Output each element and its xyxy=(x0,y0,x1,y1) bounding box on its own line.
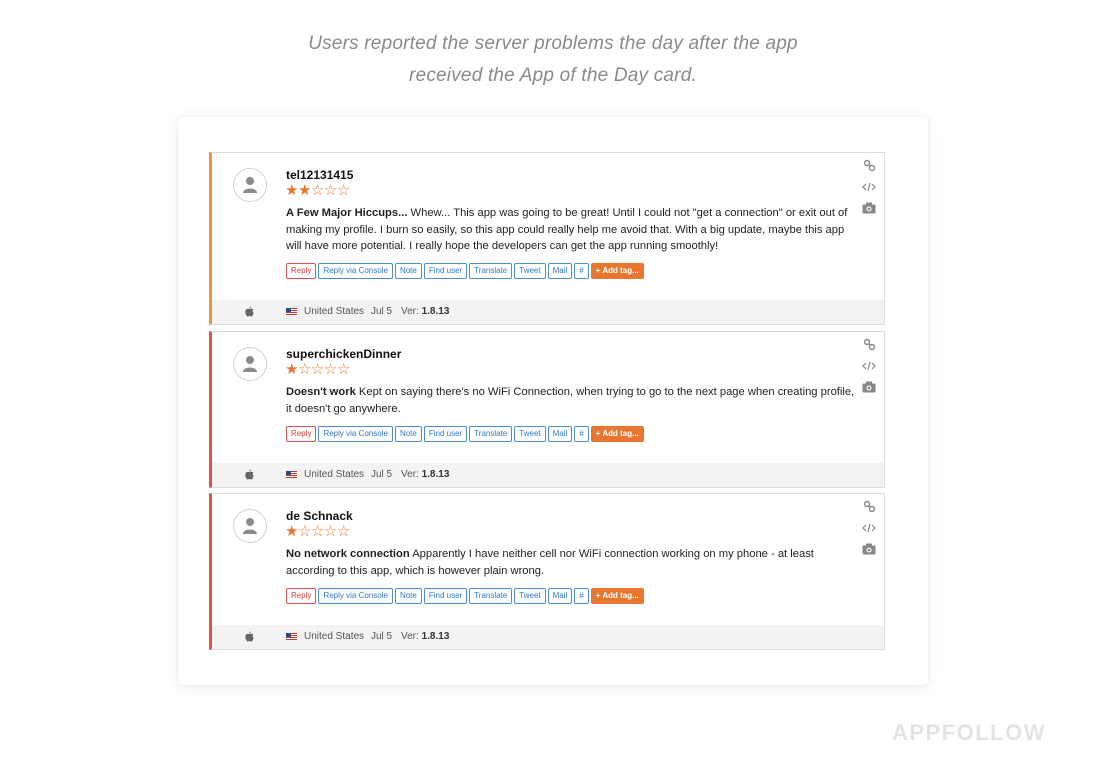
hash-button[interactable]: # xyxy=(574,426,588,442)
review-actions xyxy=(286,426,644,442)
tweet-button[interactable]: Tweet xyxy=(514,263,545,279)
review-body: Apparently I have neither cell nor WiFi connection working on my phone - at least according to this app, which is however plain wrong. xyxy=(286,548,814,577)
reviews-card xyxy=(178,117,928,685)
review-text xyxy=(286,384,856,417)
star-empty-icon: ☆ xyxy=(297,523,311,540)
reply-button[interactable]: Reply xyxy=(286,588,316,604)
review-author[interactable]: de Schnack xyxy=(286,509,353,523)
star-filled-icon: ★ xyxy=(285,523,298,540)
avatar xyxy=(233,509,267,543)
review-country: United States xyxy=(304,469,365,480)
hash-button[interactable]: # xyxy=(574,588,588,604)
star-rating xyxy=(285,362,350,378)
user-icon xyxy=(242,355,258,373)
star-empty-icon: ☆ xyxy=(323,523,337,540)
star-filled-icon: ★ xyxy=(285,182,298,199)
review-date: Jul 5 xyxy=(371,631,393,642)
review-title: A Few Major Hiccups... xyxy=(286,207,408,219)
hash-button[interactable]: # xyxy=(574,263,588,279)
avatar xyxy=(233,168,267,202)
review-item xyxy=(209,493,885,650)
user-icon xyxy=(242,517,258,535)
note-button[interactable]: Note xyxy=(395,588,422,604)
star-empty-icon: ☆ xyxy=(310,523,324,540)
review-title: No network connection xyxy=(286,548,410,560)
review-footer xyxy=(212,300,884,324)
embed-code-icon[interactable] xyxy=(860,359,878,380)
apple-icon xyxy=(245,306,254,320)
find-user-button[interactable]: Find user xyxy=(424,588,467,604)
us-flag-icon xyxy=(286,633,297,640)
embed-code-icon[interactable] xyxy=(860,521,878,542)
us-flag-icon xyxy=(286,308,297,315)
star-empty-icon: ☆ xyxy=(336,523,350,540)
star-empty-icon: ☆ xyxy=(336,361,350,378)
note-button[interactable]: Note xyxy=(395,263,422,279)
review-body: Kept on saying there's no WiFi Connection, when trying to go to the next page when creating profile, it doesn't go anywhere. xyxy=(286,386,855,415)
review-actions xyxy=(286,263,644,279)
reply-via-console-button[interactable]: Reply via Console xyxy=(318,426,392,442)
reply-via-console-button[interactable]: Reply via Console xyxy=(318,588,392,604)
reply-button[interactable]: Reply xyxy=(286,263,316,279)
review-text xyxy=(286,546,856,579)
review-actions xyxy=(286,588,644,604)
apple-icon xyxy=(245,631,254,645)
embed-code-icon[interactable] xyxy=(860,180,878,201)
apple-icon xyxy=(245,469,254,483)
review-date: Jul 5 xyxy=(371,306,393,317)
star-filled-icon: ★ xyxy=(285,361,298,378)
review-version: Ver: 1.8.13 xyxy=(401,469,450,480)
review-country: United States xyxy=(304,631,365,642)
link-icon[interactable] xyxy=(860,159,878,180)
reply-via-console-button[interactable]: Reply via Console xyxy=(318,263,392,279)
add-tag-button[interactable]: + Add tag... xyxy=(591,263,644,279)
user-icon xyxy=(242,176,258,194)
star-empty-icon: ☆ xyxy=(310,182,324,199)
translate-button[interactable]: Translate xyxy=(469,263,512,279)
mail-button[interactable]: Mail xyxy=(548,263,573,279)
caption xyxy=(0,28,1106,92)
camera-icon[interactable] xyxy=(860,201,878,222)
review-country: United States xyxy=(304,306,365,317)
star-rating xyxy=(285,524,350,540)
star-filled-icon: ★ xyxy=(297,182,311,199)
side-icons xyxy=(860,500,878,563)
star-rating xyxy=(285,183,350,199)
review-item xyxy=(209,331,885,488)
star-empty-icon: ☆ xyxy=(323,361,337,378)
tweet-button[interactable]: Tweet xyxy=(514,426,545,442)
camera-icon[interactable] xyxy=(860,542,878,563)
add-tag-button[interactable]: + Add tag... xyxy=(591,426,644,442)
find-user-button[interactable]: Find user xyxy=(424,263,467,279)
caption-line-2: received the App of the Day card. xyxy=(409,65,697,86)
star-empty-icon: ☆ xyxy=(323,182,337,199)
side-icons xyxy=(860,338,878,401)
side-icons xyxy=(860,159,878,222)
review-author[interactable]: superchickenDinner xyxy=(286,347,402,361)
reply-button[interactable]: Reply xyxy=(286,426,316,442)
avatar xyxy=(233,347,267,381)
find-user-button[interactable]: Find user xyxy=(424,426,467,442)
review-date: Jul 5 xyxy=(371,469,393,480)
camera-icon[interactable] xyxy=(860,380,878,401)
review-version: Ver: 1.8.13 xyxy=(401,306,450,317)
tweet-button[interactable]: Tweet xyxy=(514,588,545,604)
review-author[interactable]: tel12131415 xyxy=(286,168,354,182)
review-text xyxy=(286,205,856,255)
link-icon[interactable] xyxy=(860,500,878,521)
review-title: Doesn't work xyxy=(286,386,356,398)
note-button[interactable]: Note xyxy=(395,426,422,442)
link-icon[interactable] xyxy=(860,338,878,359)
star-empty-icon: ☆ xyxy=(336,182,350,199)
review-footer xyxy=(212,463,884,487)
add-tag-button[interactable]: + Add tag... xyxy=(591,588,644,604)
review-footer xyxy=(212,625,884,649)
star-empty-icon: ☆ xyxy=(297,361,311,378)
review-item xyxy=(209,152,885,325)
translate-button[interactable]: Translate xyxy=(469,426,512,442)
star-empty-icon: ☆ xyxy=(310,361,324,378)
mail-button[interactable]: Mail xyxy=(548,426,573,442)
caption-line-1: Users reported the server problems the day after the app xyxy=(308,33,798,54)
review-body: Whew... This app was going to be great! Until I could not "get a connection" or exit out of making my profile. I burn so easily, so this app could really help me avoid that. With a big update, maybe this app will have more potential. I really hope the developers can get the app running smoothly! xyxy=(286,207,848,252)
translate-button[interactable]: Translate xyxy=(469,588,512,604)
mail-button[interactable]: Mail xyxy=(548,588,573,604)
us-flag-icon xyxy=(286,471,297,478)
review-version: Ver: 1.8.13 xyxy=(401,631,450,642)
appfollow-logo: APPFOLLOW xyxy=(891,720,1046,745)
